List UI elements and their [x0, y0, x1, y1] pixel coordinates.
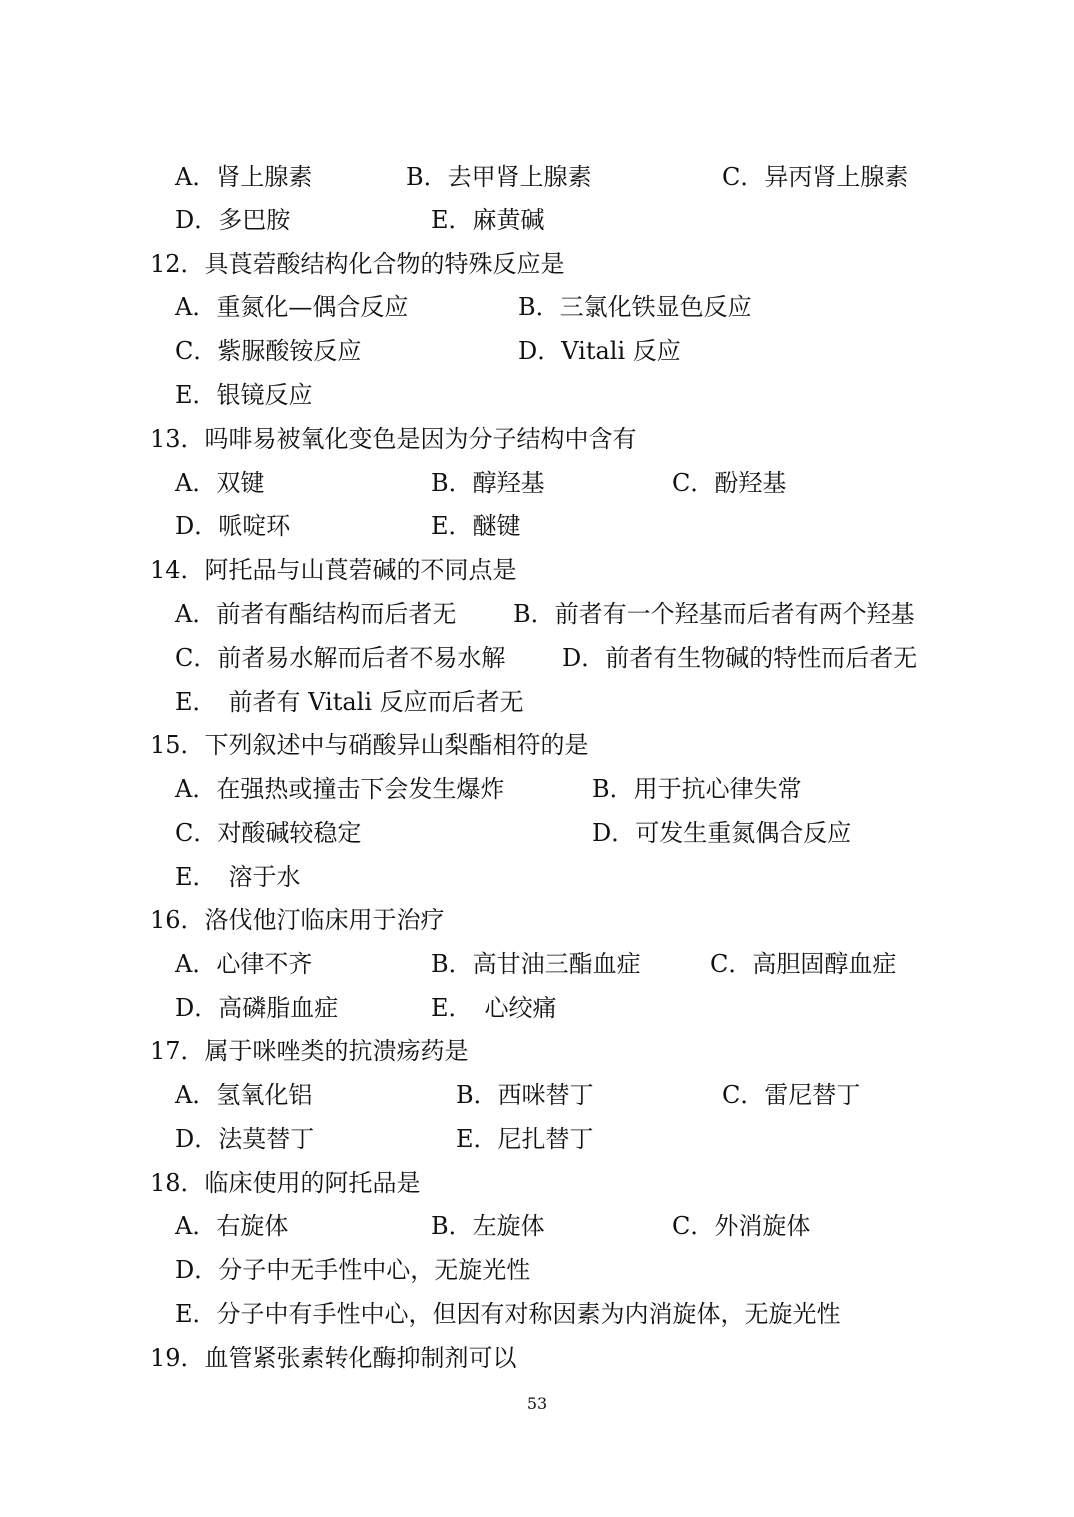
q12-option-d: D．Vitali 反应	[518, 337, 681, 365]
q15-option-e: E． 溶于水	[175, 863, 301, 891]
q17-option-e: E．尼扎替丁	[456, 1125, 594, 1153]
q17-option-b: B．西咪替丁	[456, 1081, 594, 1109]
q17-option-c: C．雷尼替丁	[722, 1081, 861, 1109]
q11-option-d: D．多巴胺	[175, 206, 291, 234]
q17-option-a: A．氢氧化铝	[175, 1081, 313, 1109]
q17-stem: 17．属于咪唑类的抗溃疡药是	[150, 1037, 469, 1065]
q15-option-c: C．对酸碱较稳定	[175, 819, 362, 847]
q14-option-c: C．前者易水解而后者不易水解	[175, 644, 506, 672]
q19-stem: 19．血管紧张素转化酶抑制剂可以	[150, 1344, 517, 1372]
q15-stem: 15．下列叙述中与硝酸异山梨酯相符的是	[150, 731, 589, 759]
q18-option-d: D．分子中无手性中心，无旋光性	[175, 1256, 531, 1284]
q16-option-e: E． 心绞痛	[431, 994, 557, 1022]
q15-option-b: B．用于抗心律失常	[592, 775, 802, 803]
q18-option-e: E．分子中有手性中心，但因有对称因素为内消旋体，无旋光性	[175, 1300, 841, 1328]
q12-stem: 12．具莨菪酸结构化合物的特殊反应是	[150, 250, 565, 278]
q16-stem: 16．洛伐他汀临床用于治疗	[150, 906, 445, 934]
q13-stem: 13．吗啡易被氧化变色是因为分子结构中含有	[150, 425, 637, 453]
q18-stem: 18．临床使用的阿托品是	[150, 1169, 421, 1197]
q18-option-a: A．右旋体	[175, 1212, 289, 1240]
q13-option-c: C．酚羟基	[672, 469, 787, 497]
q16-option-d: D．高磷脂血症	[175, 994, 339, 1022]
q16-option-c: C．高胆固醇血症	[710, 950, 897, 978]
q14-option-a: A．前者有酯结构而后者无	[175, 600, 457, 628]
q16-option-a: A．心律不齐	[175, 950, 313, 978]
q14-option-d: D．前者有生物碱的特性而后者无	[562, 644, 918, 672]
q11-option-b: B．去甲肾上腺素	[406, 163, 592, 191]
q13-option-e: E．醚键	[431, 512, 521, 540]
q12-option-c: C．紫脲酸铵反应	[175, 337, 362, 365]
q11-option-c: C．异丙肾上腺素	[722, 163, 909, 191]
q11-option-e: E．麻黄碱	[431, 206, 545, 234]
page-number: 53	[526, 1394, 548, 1413]
q14-option-b: B．前者有一个羟基而后者有两个羟基	[513, 600, 915, 628]
q18-option-b: B．左旋体	[431, 1212, 545, 1240]
q12-option-e: E．银镜反应	[175, 381, 313, 409]
q16-option-b: B．高甘油三酯血症	[431, 950, 641, 978]
q12-option-a: A．重氮化—偶合反应	[175, 293, 409, 321]
q12-option-b: B．三氯化铁显色反应	[518, 293, 752, 321]
q14-stem: 14．阿托品与山莨菪碱的不同点是	[150, 556, 517, 584]
q13-option-a: A．双键	[175, 469, 265, 497]
q15-option-d: D．可发生重氮偶合反应	[592, 819, 852, 847]
q13-option-b: B．醇羟基	[431, 469, 545, 497]
q11-option-a: A．肾上腺素	[175, 163, 313, 191]
q15-option-a: A．在强热或撞击下会发生爆炸	[175, 775, 505, 803]
q17-option-d: D．法莫替丁	[175, 1125, 315, 1153]
q18-option-c: C．外消旋体	[672, 1212, 811, 1240]
q14-option-e: E． 前者有 Vitali 反应而后者无	[175, 688, 524, 716]
q13-option-d: D．哌啶环	[175, 512, 291, 540]
